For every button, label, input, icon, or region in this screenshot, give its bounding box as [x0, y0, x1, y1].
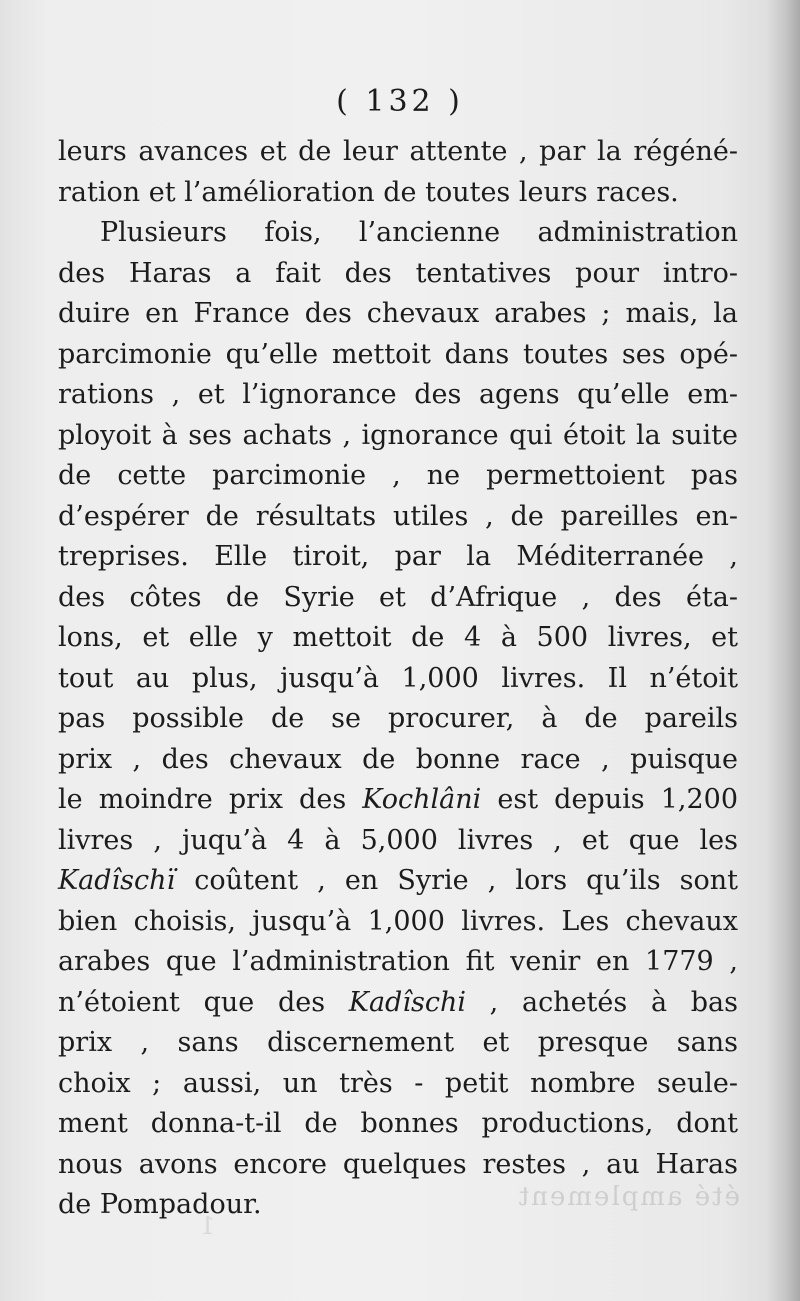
- show-through-text: été amplement: [516, 1182, 740, 1212]
- text-line: de Pompadour.: [58, 1189, 262, 1220]
- page-edge-shadow: [766, 0, 800, 1301]
- text-line: rations , et l’ignorance des agens qu’elle em-: [58, 379, 738, 410]
- paragraph-start-line: Plusieurs fois, l’ancienne administration: [100, 217, 738, 248]
- italic-term: Kochlâni: [362, 784, 482, 815]
- text-line: tout au plus, jusqu’à 1,000 livres. Il n’étoit: [58, 662, 738, 694]
- text-line: bien choisis, jusqu’à 1,000 livres. Les chevaux: [58, 905, 738, 937]
- text-line-with-italic: [58, 780, 738, 821]
- text-line: de cette parcimonie , ne permettoient pas: [58, 460, 738, 491]
- text-line: duire en France des chevaux arabes ; mais, la: [58, 298, 738, 329]
- italic-term: Kadîschi: [348, 986, 466, 1018]
- line-part: n’étoient que des Kadîschi , achetés à bas: [58, 986, 738, 1018]
- text-line: leurs avances et de leur attente , par la régéné-: [58, 136, 738, 167]
- text-line-with-italic: [58, 983, 738, 1024]
- body-text: [58, 132, 738, 1226]
- line-part: Kadîschï coûtent , en Syrie , lors qu’ils sont: [58, 865, 738, 896]
- text-line: ployoit à ses achats , ignorance qui étoit la suite: [58, 419, 738, 451]
- text-line: d’espérer de résultats utiles , de pareilles en-: [58, 500, 738, 532]
- text-line: ment donna-t-il de bonnes productions, dont: [58, 1108, 738, 1139]
- text-line: prix , sans discernement et presque sans: [58, 1027, 738, 1058]
- text-line-with-italic: [58, 861, 738, 902]
- text-line: ration et l’amélioration de toutes leurs races.: [58, 176, 679, 208]
- line-part: le moindre prix des Kochlâni est depuis 1,200: [58, 784, 739, 815]
- text-line: livres , juqu’à 4 à 5,000 livres , et que les: [58, 824, 738, 856]
- text-line: des Haras a fait des tentatives pour intro-: [58, 257, 738, 289]
- text-line: nous avons encore quelques restes , au Haras: [58, 1148, 738, 1180]
- text-line: prix , des chevaux de bonne race , puisque: [58, 743, 738, 775]
- show-through-text: 1: [200, 1212, 216, 1240]
- text-line: choix ; aussi, un très - petit nombre seule-: [58, 1067, 738, 1099]
- text-line: pas possible de se procurer, à de pareils: [58, 703, 738, 734]
- page-number: ( 132 ): [336, 84, 464, 119]
- italic-term: Kadîschï: [58, 865, 176, 896]
- text-line: lons, et elle y mettoit de 4 à 500 livres, et: [58, 622, 738, 653]
- text-line: des côtes de Syrie et d’Afrique , des éta-: [58, 581, 738, 613]
- text-line: parcimonie qu’elle mettoit dans toutes ses opé-: [58, 338, 738, 370]
- text-line: treprises. Elle tiroit, par la Méditerranée ,: [58, 541, 738, 572]
- text-line: arabes que l’administration fit venir en 1779 ,: [58, 946, 738, 977]
